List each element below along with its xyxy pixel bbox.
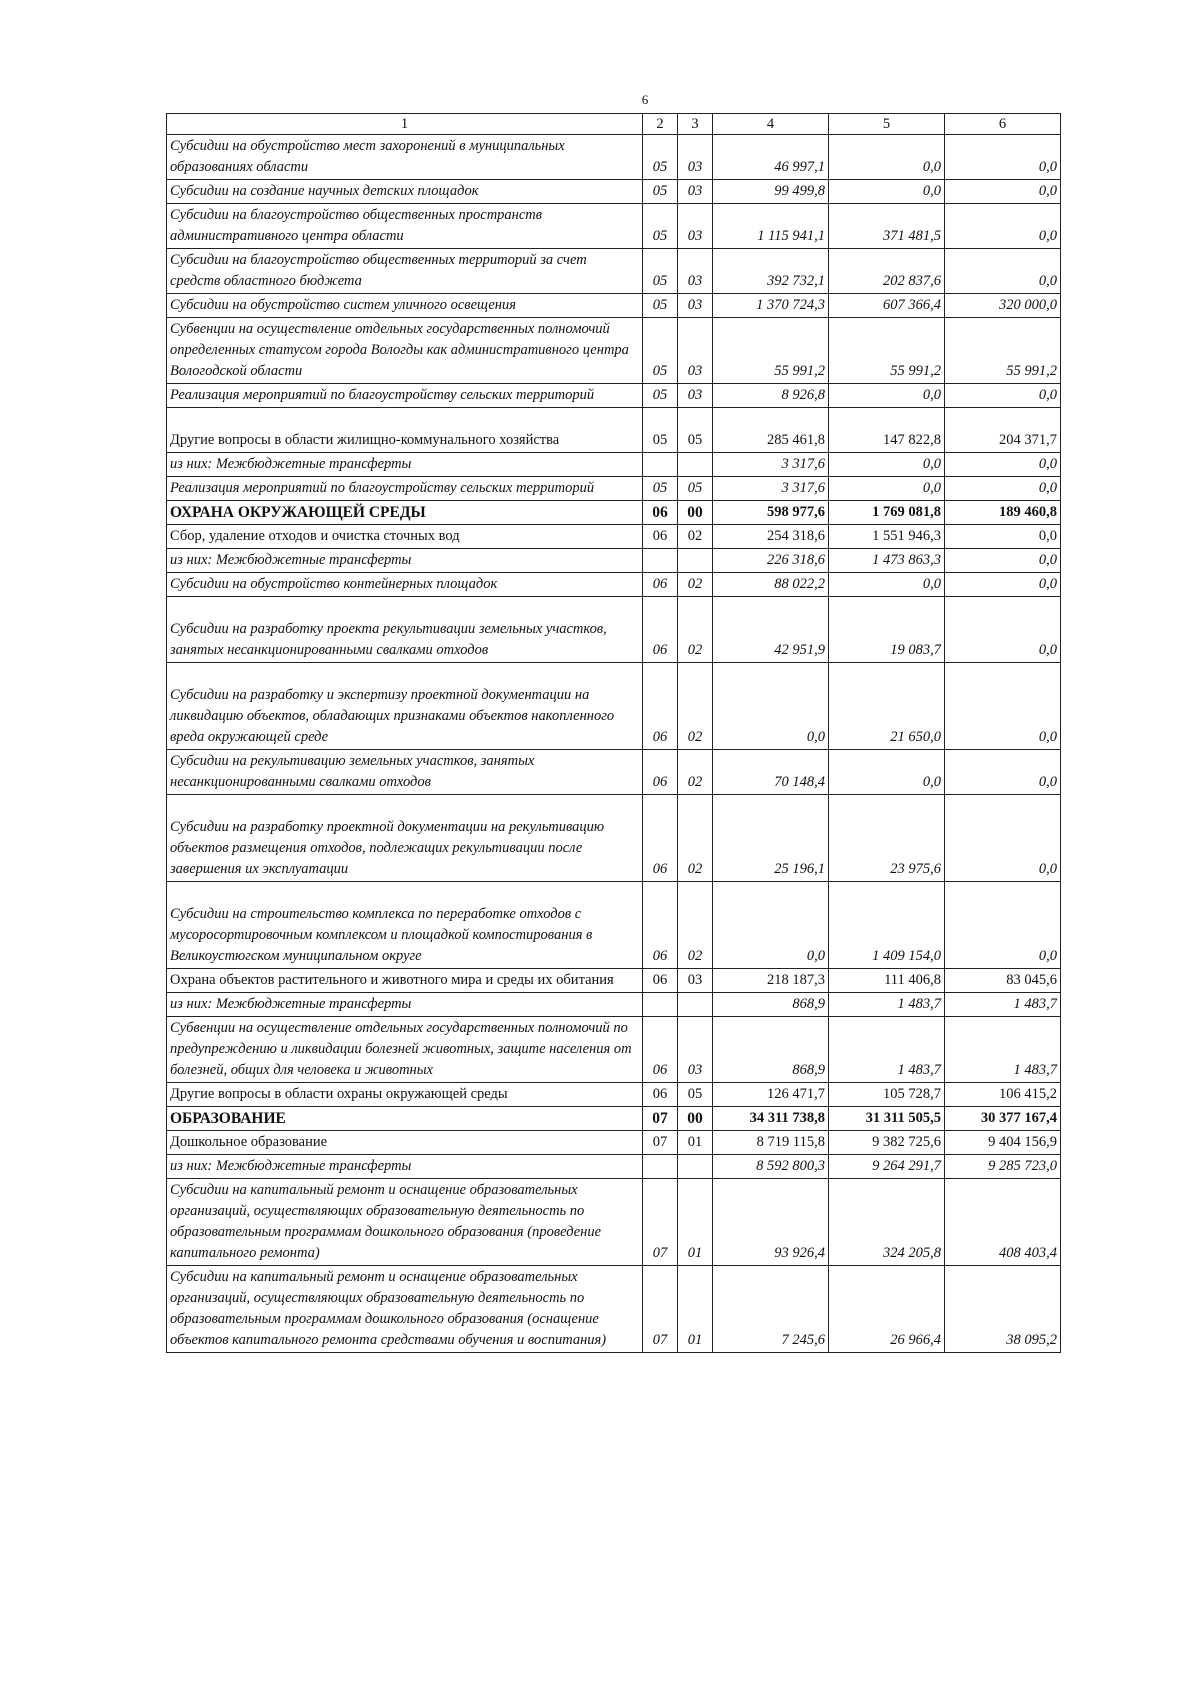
row-name: Другие вопросы в области жилищно-коммунального хозяйства (170, 432, 560, 448)
row-name: Реализация мероприятий по благоустройству сельских территорий (170, 480, 595, 496)
value-col4-cell: 285 461,8 (713, 408, 829, 453)
subsection-code-cell: 05 (678, 408, 713, 453)
value-col4-cell: 126 471,7 (713, 1083, 829, 1107)
value-col5-cell: 0,0 (829, 573, 945, 597)
subsection-code-cell: 02 (678, 795, 713, 882)
value-col6-cell: 30 377 167,4 (945, 1107, 1061, 1131)
subsection-code-cell: 05 (678, 1083, 713, 1107)
value-col4-cell: 42 951,9 (713, 597, 829, 663)
table-row (167, 750, 1061, 795)
subsection-code-cell: 05 (678, 477, 713, 501)
row-name: Охрана объектов растительного и животного мира и среды их обитания (170, 972, 614, 988)
value-col5-cell: 1 769 081,8 (829, 501, 945, 525)
value-col4-cell: 55 991,2 (713, 318, 829, 384)
row-name: Субсидии на капитальный ремонт и оснащение образовательных организаций, осуществляющих образовательную деятельность по образовательным программам дошкольного образования (оснащение объектов капитального ремонта средствами обучения и воспитания) (170, 1269, 607, 1348)
table-row (167, 249, 1061, 294)
row-name-cell (167, 384, 643, 408)
section-code-cell (643, 549, 678, 573)
value-col5-cell: 0,0 (829, 477, 945, 501)
row-name: Субсидии на обустройство контейнерных площадок (170, 576, 498, 592)
row-name: из них: Межбюджетные трансферты (170, 456, 412, 472)
section-code-cell: 06 (643, 750, 678, 795)
subsection-code-cell: 02 (678, 525, 713, 549)
subsection-code-cell: 02 (678, 597, 713, 663)
table-row (167, 501, 1061, 525)
table-row (167, 1083, 1061, 1107)
section-code-cell: 06 (643, 663, 678, 750)
row-name: Субвенции на осуществление отдельных государственных полномочий по предупреждению и ликвидации болезней животных, защите населения от болезней, общих для человека и животных (170, 1020, 632, 1078)
value-col6-cell: 0,0 (945, 453, 1061, 477)
section-code-cell: 05 (643, 318, 678, 384)
table-row (167, 663, 1061, 750)
value-col5-cell: 147 822,8 (829, 408, 945, 453)
row-name-cell (167, 1266, 643, 1353)
subsection-code-cell: 03 (678, 1017, 713, 1083)
table-header-row (167, 114, 1061, 135)
value-col5-cell: 371 481,5 (829, 204, 945, 249)
value-col5-cell: 31 311 505,5 (829, 1107, 945, 1131)
table-row (167, 525, 1061, 549)
row-name-cell (167, 750, 643, 795)
value-col4-cell: 93 926,4 (713, 1179, 829, 1266)
section-code-cell: 07 (643, 1179, 678, 1266)
value-col4-cell: 226 318,6 (713, 549, 829, 573)
row-name-cell (167, 1107, 643, 1131)
table-row (167, 453, 1061, 477)
table-row (167, 477, 1061, 501)
table-row (167, 294, 1061, 318)
subsection-code-cell: 01 (678, 1266, 713, 1353)
section-code-cell: 05 (643, 249, 678, 294)
section-code-cell: 06 (643, 969, 678, 993)
subsection-code-cell: 03 (678, 249, 713, 294)
table-row (167, 993, 1061, 1017)
row-name-cell (167, 477, 643, 501)
value-col6-cell: 204 371,7 (945, 408, 1061, 453)
row-name-cell (167, 993, 643, 1017)
row-name: Сбор, удаление отходов и очистка сточных вод (170, 528, 460, 544)
subsection-code-cell: 02 (678, 750, 713, 795)
section-code-cell: 05 (643, 477, 678, 501)
row-name-cell (167, 1179, 643, 1266)
value-col4-cell: 8 926,8 (713, 384, 829, 408)
value-col5-cell: 0,0 (829, 453, 945, 477)
value-col5-cell: 23 975,6 (829, 795, 945, 882)
row-name-cell (167, 135, 643, 180)
value-col4-cell: 99 499,8 (713, 180, 829, 204)
value-col6-cell: 0,0 (945, 384, 1061, 408)
row-name-cell (167, 795, 643, 882)
table-row (167, 573, 1061, 597)
row-name: из них: Межбюджетные трансферты (170, 996, 412, 1012)
row-name: Реализация мероприятий по благоустройству сельских территорий (170, 387, 595, 403)
value-col5-cell: 1 483,7 (829, 1017, 945, 1083)
value-col4-cell: 598 977,6 (713, 501, 829, 525)
table-row (167, 1179, 1061, 1266)
value-col5-cell: 111 406,8 (829, 969, 945, 993)
section-code-cell: 06 (643, 597, 678, 663)
section-code-cell: 05 (643, 204, 678, 249)
value-col6-cell: 106 415,2 (945, 1083, 1061, 1107)
value-col6-cell: 0,0 (945, 249, 1061, 294)
header-cell: 6 (945, 114, 1061, 135)
section-code-cell (643, 1155, 678, 1179)
section-code-cell (643, 993, 678, 1017)
section-code-cell: 05 (643, 384, 678, 408)
section-code-cell: 05 (643, 135, 678, 180)
table-row (167, 384, 1061, 408)
subsection-code-cell: 01 (678, 1131, 713, 1155)
row-name-cell (167, 969, 643, 993)
subsection-code-cell: 03 (678, 318, 713, 384)
value-col4-cell: 218 187,3 (713, 969, 829, 993)
table-row (167, 1107, 1061, 1131)
value-col6-cell: 55 991,2 (945, 318, 1061, 384)
subsection-code-cell (678, 1155, 713, 1179)
value-col5-cell: 21 650,0 (829, 663, 945, 750)
value-col6-cell: 0,0 (945, 573, 1061, 597)
section-code-cell: 06 (643, 573, 678, 597)
subsection-code-cell: 02 (678, 882, 713, 969)
value-col5-cell: 1 551 946,3 (829, 525, 945, 549)
value-col6-cell: 0,0 (945, 750, 1061, 795)
row-name: Субсидии на строительство комплекса по переработке отходов с мусоросортировочным комплексом и площадкой компостирования в Великоустюгском муниципальном округе (170, 906, 593, 964)
row-name-cell (167, 1131, 643, 1155)
value-col4-cell: 3 317,6 (713, 453, 829, 477)
row-name: Субсидии на рекультивацию земельных участков, занятых несанкционированными свалками отходов (170, 753, 535, 790)
row-name-cell (167, 453, 643, 477)
section-code-cell: 06 (643, 501, 678, 525)
section-code-cell: 05 (643, 408, 678, 453)
section-code-cell (643, 453, 678, 477)
value-col6-cell: 1 483,7 (945, 993, 1061, 1017)
value-col6-cell: 0,0 (945, 549, 1061, 573)
table-row (167, 597, 1061, 663)
section-code-cell: 07 (643, 1131, 678, 1155)
table-row (167, 408, 1061, 453)
row-name-cell (167, 318, 643, 384)
value-col4-cell: 46 997,1 (713, 135, 829, 180)
row-name: Субсидии на разработку и экспертизу проектной документации на ликвидацию объектов, обладающих признаками объектов накопленного вреда окружающей среде (170, 687, 615, 745)
value-col5-cell: 1 473 863,3 (829, 549, 945, 573)
table-row (167, 969, 1061, 993)
section-code-cell: 06 (643, 525, 678, 549)
value-col5-cell: 105 728,7 (829, 1083, 945, 1107)
section-code-cell: 05 (643, 180, 678, 204)
row-name-cell (167, 663, 643, 750)
header-cell: 3 (678, 114, 713, 135)
value-col6-cell: 0,0 (945, 525, 1061, 549)
row-name-cell (167, 525, 643, 549)
budget-table (166, 113, 1061, 1353)
value-col5-cell: 55 991,2 (829, 318, 945, 384)
section-code-cell: 07 (643, 1107, 678, 1131)
page-number: 6 (641, 92, 649, 107)
subsection-code-cell: 03 (678, 294, 713, 318)
value-col4-cell: 254 318,6 (713, 525, 829, 549)
row-name: Субсидии на создание научных детских площадок (170, 183, 479, 199)
row-name: из них: Межбюджетные трансферты (170, 552, 412, 568)
row-name: Субсидии на благоустройство общественных пространств административного центра области (170, 207, 543, 244)
value-col5-cell: 19 083,7 (829, 597, 945, 663)
table-row (167, 1017, 1061, 1083)
section-code-cell: 05 (643, 294, 678, 318)
row-name: Субсидии на обустройство систем уличного освещения (170, 297, 516, 313)
value-col6-cell: 83 045,6 (945, 969, 1061, 993)
section-code-cell: 07 (643, 1266, 678, 1353)
row-name-cell (167, 597, 643, 663)
value-col5-cell: 1 483,7 (829, 993, 945, 1017)
value-col6-cell: 38 095,2 (945, 1266, 1061, 1353)
value-col6-cell: 1 483,7 (945, 1017, 1061, 1083)
row-name-cell (167, 549, 643, 573)
subsection-code-cell (678, 993, 713, 1017)
value-col4-cell: 3 317,6 (713, 477, 829, 501)
row-name: Другие вопросы в области охраны окружающей среды (170, 1086, 508, 1102)
value-col6-cell: 189 460,8 (945, 501, 1061, 525)
value-col5-cell: 324 205,8 (829, 1179, 945, 1266)
value-col5-cell: 1 409 154,0 (829, 882, 945, 969)
table-row (167, 795, 1061, 882)
row-name: Субсидии на обустройство мест захоронений в муниципальных образованиях области (170, 138, 565, 175)
value-col6-cell: 0,0 (945, 663, 1061, 750)
value-col6-cell: 0,0 (945, 597, 1061, 663)
value-col4-cell: 8 592 800,3 (713, 1155, 829, 1179)
row-name-cell (167, 573, 643, 597)
value-col6-cell: 0,0 (945, 135, 1061, 180)
section-code-cell: 06 (643, 1083, 678, 1107)
row-name-cell (167, 1155, 643, 1179)
subsection-code-cell: 03 (678, 384, 713, 408)
subsection-code-cell: 03 (678, 204, 713, 249)
table-row (167, 882, 1061, 969)
value-col4-cell: 8 719 115,8 (713, 1131, 829, 1155)
row-name-cell (167, 204, 643, 249)
value-col4-cell: 88 022,2 (713, 573, 829, 597)
row-name: из них: Межбюджетные трансферты (170, 1158, 412, 1174)
value-col4-cell: 7 245,6 (713, 1266, 829, 1353)
table-row (167, 180, 1061, 204)
value-col6-cell: 9 285 723,0 (945, 1155, 1061, 1179)
value-col4-cell: 70 148,4 (713, 750, 829, 795)
header-cell: 5 (829, 114, 945, 135)
value-col5-cell: 9 264 291,7 (829, 1155, 945, 1179)
table-body (167, 135, 1061, 1353)
value-col6-cell: 408 403,4 (945, 1179, 1061, 1266)
subsection-code-cell: 03 (678, 969, 713, 993)
header-cell: 2 (643, 114, 678, 135)
value-col5-cell: 0,0 (829, 135, 945, 180)
table-row (167, 1155, 1061, 1179)
value-col5-cell: 26 966,4 (829, 1266, 945, 1353)
value-col5-cell: 607 366,4 (829, 294, 945, 318)
section-code-cell: 06 (643, 882, 678, 969)
value-col5-cell: 0,0 (829, 180, 945, 204)
value-col4-cell: 1 370 724,3 (713, 294, 829, 318)
row-name: Субсидии на капитальный ремонт и оснащение образовательных организаций, осуществляющих образовательную деятельность по образовательным программам дошкольного образования (проведение капитального ремонта) (170, 1182, 602, 1261)
row-name-cell (167, 408, 643, 453)
subsection-code-cell (678, 549, 713, 573)
row-name-cell (167, 249, 643, 294)
row-name: ОХРАНА ОКРУЖАЮЩЕЙ СРЕДЫ (170, 504, 426, 521)
value-col4-cell: 868,9 (713, 993, 829, 1017)
row-name: ОБРАЗОВАНИЕ (170, 1110, 286, 1127)
value-col6-cell: 0,0 (945, 477, 1061, 501)
subsection-code-cell: 00 (678, 1107, 713, 1131)
subsection-code-cell: 03 (678, 180, 713, 204)
value-col6-cell: 320 000,0 (945, 294, 1061, 318)
value-col6-cell: 0,0 (945, 795, 1061, 882)
section-code-cell: 06 (643, 795, 678, 882)
row-name-cell (167, 180, 643, 204)
row-name-cell (167, 882, 643, 969)
value-col4-cell: 34 311 738,8 (713, 1107, 829, 1131)
row-name: Субсидии на разработку проектной документации на рекультивацию объектов размещения отходов, подлежащих рекультивации после завершения их эксплуатации (170, 819, 605, 877)
value-col6-cell: 0,0 (945, 204, 1061, 249)
value-col6-cell: 0,0 (945, 882, 1061, 969)
value-col4-cell: 0,0 (713, 882, 829, 969)
subsection-code-cell: 02 (678, 573, 713, 597)
value-col4-cell: 0,0 (713, 663, 829, 750)
subsection-code-cell: 00 (678, 501, 713, 525)
value-col6-cell: 0,0 (945, 180, 1061, 204)
row-name-cell (167, 501, 643, 525)
table-row (167, 318, 1061, 384)
row-name-cell (167, 1083, 643, 1107)
value-col4-cell: 25 196,1 (713, 795, 829, 882)
row-name-cell (167, 1017, 643, 1083)
row-name: Субсидии на разработку проекта рекультивации земельных участков, занятых несанкционированными свалками отходов (170, 621, 607, 658)
subsection-code-cell: 03 (678, 135, 713, 180)
table-row (167, 1266, 1061, 1353)
value-col6-cell: 9 404 156,9 (945, 1131, 1061, 1155)
header-cell: 4 (713, 114, 829, 135)
value-col5-cell: 9 382 725,6 (829, 1131, 945, 1155)
section-code-cell: 06 (643, 1017, 678, 1083)
value-col5-cell: 202 837,6 (829, 249, 945, 294)
subsection-code-cell (678, 453, 713, 477)
value-col5-cell: 0,0 (829, 750, 945, 795)
subsection-code-cell: 02 (678, 663, 713, 750)
value-col4-cell: 392 732,1 (713, 249, 829, 294)
table-row (167, 1131, 1061, 1155)
subsection-code-cell: 01 (678, 1179, 713, 1266)
row-name: Дошкольное образование (170, 1134, 328, 1150)
header-cell: 1 (167, 114, 643, 135)
table-row (167, 204, 1061, 249)
value-col4-cell: 868,9 (713, 1017, 829, 1083)
table-row (167, 549, 1061, 573)
row-name-cell (167, 294, 643, 318)
row-name: Субсидии на благоустройство общественных территорий за счет средств областного бюджета (170, 252, 587, 289)
value-col5-cell: 0,0 (829, 384, 945, 408)
table-row (167, 135, 1061, 180)
row-name: Субвенции на осуществление отдельных государственных полномочий определенных статусом города Вологды как административного центра Вологодской области (170, 321, 629, 379)
value-col4-cell: 1 115 941,1 (713, 204, 829, 249)
